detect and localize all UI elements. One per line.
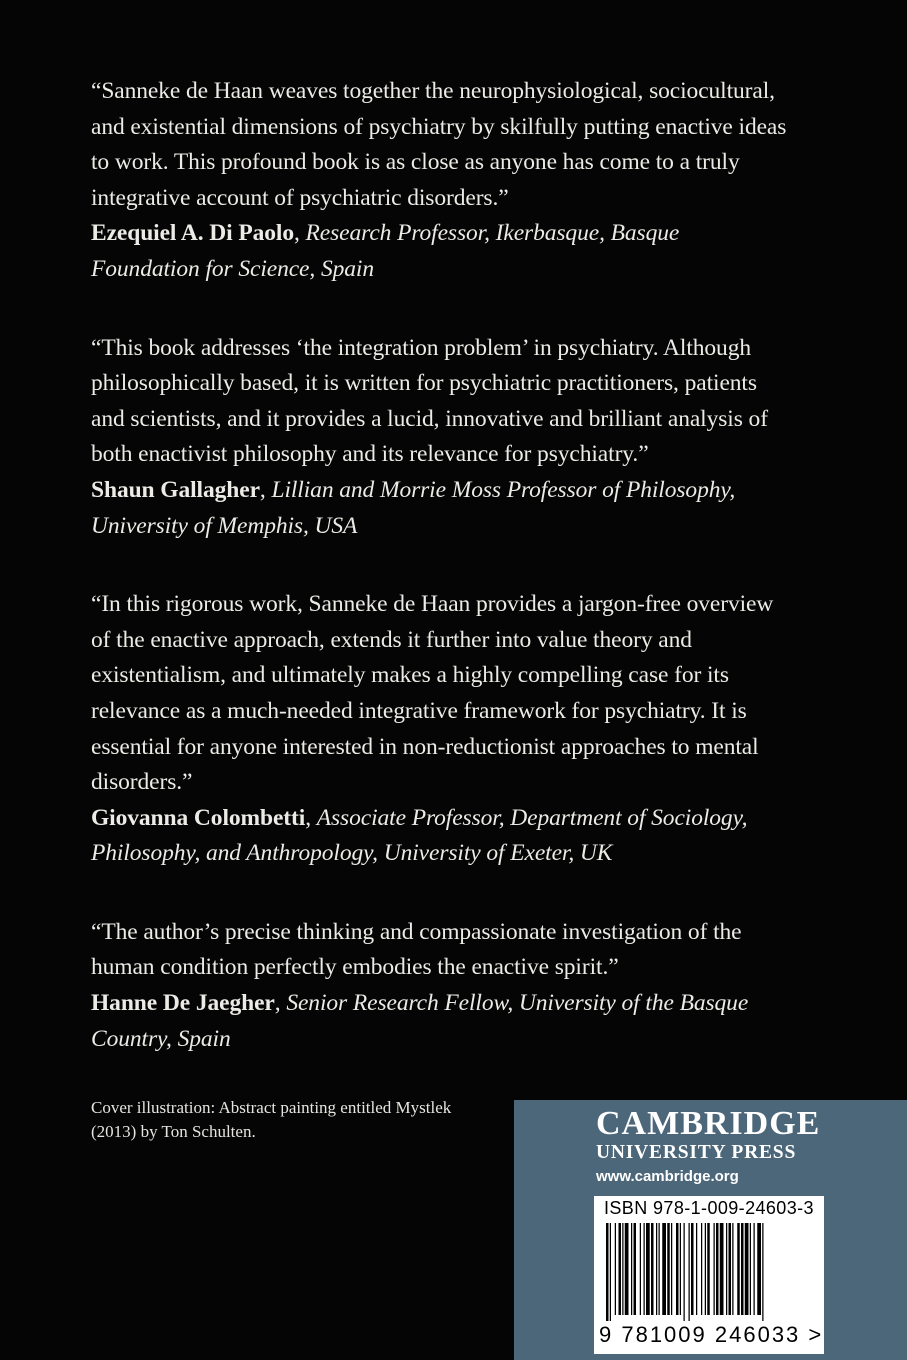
publisher-website: www.cambridge.org [596,1168,739,1185]
quote-text: “Sanneke de Haan weaves together the neurophysiological, sociocultural, and existential dimensions of psychiatry by skilfully putting enactive ideas to work. This profound book is as close as anyone has come to a truly integrative account of psychiatric disorders.” [91,78,787,211]
barcode-bars [604,1223,814,1321]
barcode-bar [691,1223,694,1315]
reviewer-affiliation: Senior Research Fellow, University of the Basque Country, Spain [91,990,749,1052]
barcode-bar [622,1223,623,1315]
barcode-bar [646,1223,650,1315]
barcode-bar [644,1223,645,1315]
barcode-bar [610,1223,611,1321]
quote-text: “In this rigorous work, Sanneke de Haan provides a jargon-free overview of the enactive approach, extends it further into value theory and existentialism, and ultimately makes a highly compelling case for its relevance as a much-needed integrative framework for psychiatry. It is essential for anyone interested in non-reductionist approaches to mental disorders.” [91,591,774,796]
quote-text: “The author’s precise thinking and compassionate investigation of the human condition perfectly embodies the enactive spirit.” [91,918,742,981]
endorsement-1 [91,74,791,288]
barcode-bar [667,1223,670,1315]
barcode-bar [676,1223,679,1315]
barcode-bar [716,1223,719,1315]
barcode-bar [634,1223,637,1315]
barcode-bar [750,1223,751,1315]
barcode-bar [737,1223,740,1315]
reviewer-name: Giovanna Colombetti [91,804,306,831]
barcode-bar [684,1223,685,1321]
barcode-bar [741,1223,744,1315]
isbn-label: ISBN 978-1-009-24603-3 [604,1198,814,1218]
endorsement-2 [91,331,791,545]
barcode-bar [714,1223,715,1315]
publisher-panel [514,1100,907,1360]
endorsements [91,74,791,1100]
barcode-bar [696,1223,697,1315]
barcode-bar [625,1223,629,1315]
reviewer-name: Ezequiel A. Di Paolo [91,220,294,247]
attribution: Shaun Gallagher, Lillian and Morrie Moss Professor of Philosophy, University of Memphis, USA [91,476,736,539]
barcode-bar [707,1223,710,1315]
barcode-bar [701,1223,702,1315]
endorsement-4 [91,915,791,1057]
reviewer-name: Shaun Gallagher [91,476,260,503]
barcode-bar [726,1223,727,1315]
barcode-bar [745,1223,749,1315]
barcode-bar [757,1223,761,1315]
barcode-bar [732,1223,733,1315]
reviewer-name: Hanne De Jaegher [91,990,275,1017]
quote-text: “This book addresses ‘the integration problem’ in psychiatry. Although philosophically based, it is written for psychiatric practitioners, patients and scientists, and it provides a lucid, innovative and brilliant analysis of both enactivist philosophy and its relevance for psychiatry.” [91,334,768,468]
reviewer-affiliation: Associate Professor, Department of Sociology, Philosophy, and Anthropology, University of Exeter, UK [91,804,748,867]
barcode-bar [729,1223,732,1315]
barcode-bar [762,1223,763,1321]
barcode-bar [631,1223,632,1315]
barcode-bar [680,1223,681,1315]
barcode-bar [662,1223,666,1315]
barcode-bar [659,1223,660,1315]
reviewer-affiliation: Lillian and Morrie Moss Professor of Philosophy, University of Memphis, USA [91,476,736,539]
barcode-bar [720,1223,724,1315]
barcode-bar [671,1223,672,1315]
publisher-name: CAMBRIDGE [596,1105,821,1142]
cover-illustration-credit: Cover illustration: Abstract painting entitled Mystlek (2013) by Ton Schulten. [91,1098,452,1141]
barcode-bar [619,1223,622,1315]
barcode-bar [689,1223,690,1321]
attribution: Hanne De Jaegher, Senior Research Fellow, University of the Basque Country, Spain [91,990,749,1052]
attribution: Giovanna Colombetti, Associate Professor, Department of Sociology, Philosophy, and Anthropology, University of Exeter, UK [91,804,748,867]
barcode-bar [606,1223,609,1321]
reviewer-affiliation: Research Professor, Ikerbasque, Basque Foundation for Science, Spain [91,220,680,282]
barcode-bar [651,1223,654,1315]
barcode-bar [640,1223,641,1315]
publisher-subtitle: UNIVERSITY PRESS [596,1142,797,1163]
attribution: Ezequiel A. Di Paolo, Research Professor, Ikerbasque, Basque Foundation for Science, Spain [91,220,680,282]
isbn-barcode [594,1196,824,1354]
endorsement-3 [91,587,791,872]
barcode-bar [754,1223,755,1315]
barcode-digits: 9 781009 246033 > [599,1322,824,1347]
barcode-bar [705,1223,706,1315]
barcode-bar [615,1223,616,1315]
barcode-bar [656,1223,657,1315]
